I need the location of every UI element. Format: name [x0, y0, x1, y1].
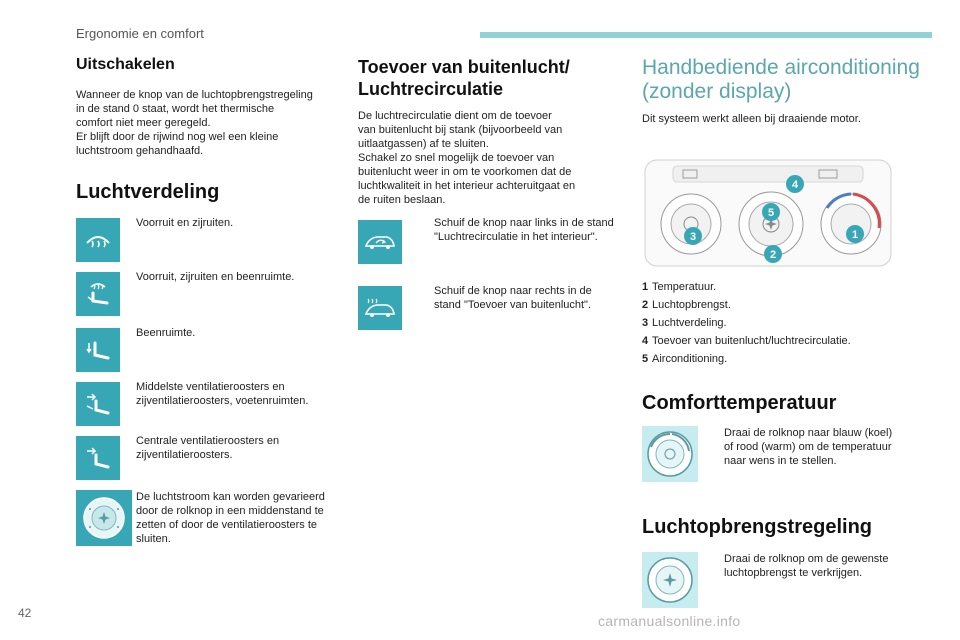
- heading-luchtverdeling: Luchtverdeling: [76, 181, 220, 203]
- luchtopbrengst-step: Draai de rolknop om de gewenste luchtopbrengst te verkrijgen.: [724, 553, 889, 579]
- toevoer-step-recirculation: Schuif de knop naar links in de stand "Luchtrecirculatie in het interieur".: [434, 217, 614, 243]
- callout-2: 2: [769, 249, 777, 261]
- heading-toevoer: Toevoer van buitenlucht/ Luchtrecirculatie: [358, 57, 570, 99]
- callout-4: 4: [791, 179, 799, 191]
- luchtverdeling-item-label: Voorruit en zijruiten.: [136, 217, 234, 229]
- windscreen-feet-icon: [76, 272, 120, 316]
- toevoer-step-fresh-air: Schuif de knop naar rechts in de stand "Toevoer van buitenlucht".: [434, 285, 592, 311]
- legend-row: 1 Temperatuur.: [642, 281, 717, 293]
- luchtverdeling-item-label: Voorruit, zijruiten en beenruimte.: [136, 271, 295, 283]
- windscreen-defrost-icon: [76, 218, 120, 262]
- page-number: 42: [18, 606, 32, 620]
- handbediende-intro: Dit systeem werkt alleen bij draaiende motor.: [642, 113, 861, 125]
- legend-row: 4 Toevoer van buitenlucht/luchtrecirculatie.: [642, 335, 851, 347]
- legend-row: 5 Airconditioning.: [642, 353, 728, 365]
- heading-comforttemperatuur: Comforttemperatuur: [642, 392, 837, 414]
- uitschakelen-text: Wanneer de knop van de luchtopbrengstregeling in de stand 0 staat, wordt het thermische comfort niet meer geregeld. Er blijft door de rijwind nog wel een kleine luchtstroom gehandhaafd.: [76, 89, 313, 157]
- watermark: carmanualsonline.info: [598, 613, 741, 629]
- feet-icon: [76, 328, 120, 372]
- luchtverdeling-item-label: Middelste ventilatieroosters en zijventilatieroosters, voetenruimten.: [136, 381, 309, 407]
- heading-luchtopbrengstregeling: Luchtopbrengstregeling: [642, 516, 872, 538]
- toevoer-text: De luchtrecirculatie dient om de toevoer van buitenlucht bij stank (bijvoorbeeld van uitlaatgassen) af te sluiten. Schakel zo snel mogelijk de toevoer van buitenlucht weer in om te voorkomen dat de luchtkwaliteit in het interieur achteruitgaat en de ruiten beslaan.: [358, 110, 576, 206]
- heading-handbediende: Handbediende airconditioning (zonder display): [642, 56, 920, 103]
- vents-icon: [76, 436, 120, 480]
- fresh-air-icon: [358, 286, 402, 330]
- callout-1: 1: [851, 229, 859, 241]
- temperature-knob-icon: [642, 426, 698, 482]
- callout-5: 5: [767, 207, 775, 219]
- vents-feet-icon: [76, 382, 120, 426]
- luchtverdeling-item-label: Centrale ventilatieroosters en zijventilatieroosters.: [136, 435, 280, 461]
- header-accent-bar: [480, 32, 932, 38]
- callout-3: 3: [689, 231, 697, 243]
- ac-control-panel-illustration: [643, 158, 893, 268]
- comfort-step: Draai de rolknop naar blauw (koel) of rood (warm) om de temperatuur naar wens in te stellen.: [724, 427, 893, 467]
- fan-knob-icon: [76, 490, 132, 546]
- luchtverdeling-item-label: Beenruimte.: [136, 327, 196, 339]
- section-header: Ergonomie en comfort: [76, 26, 204, 41]
- luchtverdeling-item-label: De luchtstroom kan worden gevarieerd door de rolknop in een middenstand te zetten of door de ventilatieroosters te sluiten.: [136, 491, 325, 545]
- recirculation-icon: [358, 220, 402, 264]
- heading-uitschakelen: Uitschakelen: [76, 56, 175, 73]
- legend-row: 3 Luchtverdeling.: [642, 317, 727, 329]
- fan-speed-knob-icon: [642, 552, 698, 608]
- legend-row: 2 Luchtopbrengst.: [642, 299, 731, 311]
- panel-legend: [642, 280, 851, 370]
